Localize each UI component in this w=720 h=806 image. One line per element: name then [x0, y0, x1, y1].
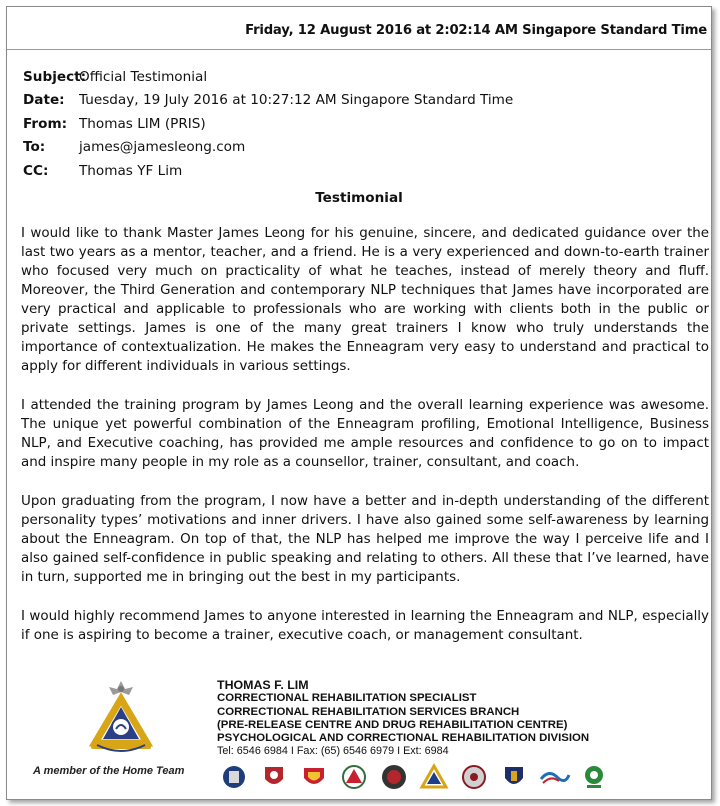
signature-line: PSYCHOLOGICAL AND CORRECTIONAL REHABILITATION DIVISION	[217, 732, 590, 745]
agency-crest-5-icon	[377, 763, 411, 791]
cc-label: CC:	[23, 162, 49, 179]
prison-service-crest-icon	[83, 677, 159, 757]
email-body	[21, 224, 709, 665]
body-paragraph: I attended the training program by James Leong and the overall learning experience was awesome. The unique yet powerful combination of the Enneagram profiling, Emotional Intelligence, Business NLP, and Executive coaching, has provided me ample resources and confidence to go on to impact and inspire many people in my role as a counsellor, trainer, consultant, and coach.	[21, 398, 709, 470]
body-paragraph: Upon graduating from the program, I now have a better and in-depth understanding of the different personality types’ motivations and inner drivers. I have also gained some self-awareness by learning about the Enneagram. On top of that, the NLP has helped me improve the way I perceive life and I also gained self-confidence in public speaking and relating to others. All these that I’ve learned, have in turn, supported me in bringing out the best in my participants.	[21, 494, 709, 585]
agency-crest-6-icon	[417, 763, 451, 791]
agency-crest-9-icon	[537, 763, 571, 791]
to-value[interactable]: james@jamesleong.com	[79, 139, 246, 156]
agency-crest-7-icon	[457, 763, 491, 791]
agency-crest-10-icon	[577, 763, 611, 791]
to-label: To:	[23, 139, 46, 156]
signature-block	[217, 679, 589, 758]
signature-line: CORRECTIONAL REHABILITATION SERVICES BRANCH	[217, 705, 520, 718]
date-value: Tuesday, 19 July 2016 at 10:27:12 AM Singapore Standard Time	[79, 92, 514, 109]
cc-value: Thomas YF Lim	[79, 162, 183, 179]
home-team-logos	[217, 763, 617, 791]
header-subject-row	[23, 65, 513, 89]
signature-name: THOMAS F. LIM	[217, 678, 309, 692]
from-label: From:	[23, 115, 68, 132]
subject-label: Subject:	[23, 68, 87, 85]
header-date-row	[23, 89, 513, 113]
body-paragraph: I would like to thank Master James Leong for his genuine, sincere, and dedicated guidance over the last two years as a mentor, teacher, and a friend. He is a very experienced and down-to-earth trainer who focused very much on practicality of what he teaches, instead of merely theory and fluff. Moreover, the Third Generation and contemporary NLP techniques that James have incorporated are very practical and applicable to professionals who are working with clients both in the public or private settings. James is one of the many great trainers I know who truly understands the importance of contextualization. He makes the Enneagram very easy to understand and practical to apply for different individuals in various settings.	[21, 226, 709, 374]
print-header	[7, 7, 711, 50]
home-team-tagline: A member of the Home Team	[33, 765, 185, 777]
header-to-row	[23, 136, 513, 160]
date-label: Date:	[23, 92, 65, 109]
signature-line: (PRE-RELEASE CENTRE AND DRUG REHABILITATION CENTRE)	[217, 718, 568, 731]
print-timestamp: Friday, 12 August 2016 at 2:02:14 AM Singapore Standard Time	[245, 23, 707, 38]
subject-value: Official Testimonial	[79, 68, 208, 85]
body-paragraph: I would highly recommend James to anyone interested in learning the Enneagram and NLP, especially if one is aspiring to become a trainer, executive coach, or management consultant.	[21, 609, 709, 643]
agency-crest-3-icon	[297, 763, 331, 791]
signature-line: CORRECTIONAL REHABILITATION SPECIALIST	[217, 692, 477, 705]
signature-contact: Tel: 6546 6984 I Fax: (65) 6546 6979 I Ext: 6984	[217, 745, 449, 758]
email-printout	[6, 6, 712, 800]
agency-crest-1-icon	[217, 763, 251, 791]
document-title: Testimonial	[315, 190, 403, 206]
agency-crest-4-icon	[337, 763, 371, 791]
email-header	[23, 65, 513, 183]
agency-crest-8-icon	[497, 763, 531, 791]
agency-crest-2-icon	[257, 763, 291, 791]
header-cc-row	[23, 159, 513, 183]
header-from-row	[23, 112, 513, 136]
from-value: Thomas LIM (PRIS)	[79, 115, 206, 132]
